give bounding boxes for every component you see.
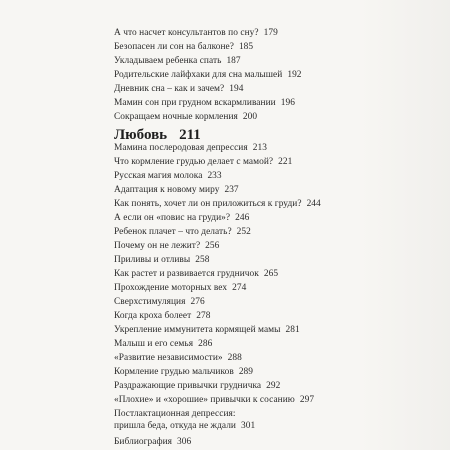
toc-entry <box>114 143 267 154</box>
toc-entry-page: 200 <box>242 112 258 122</box>
toc-entry-title: Безопасен ли сон на балконе? <box>114 42 234 52</box>
toc-entry-title: Мамина послеродовая депрессия <box>114 143 248 153</box>
toc-entry-page: 185 <box>238 42 254 52</box>
toc-entry-page: 237 <box>224 185 239 195</box>
toc-entry <box>114 311 210 322</box>
section-title: Любовь <box>114 127 168 143</box>
toc-entry <box>114 325 300 336</box>
toc-entry-page: 292 <box>266 381 281 391</box>
toc-entry-title: Родительские лайфхаки для сна малышей <box>114 70 283 80</box>
toc-entry-title: Адаптация к новому миру <box>114 185 220 195</box>
toc-entry-page: 221 <box>278 157 293 167</box>
toc-entry <box>114 213 249 224</box>
toc-entry-page: 179 <box>263 28 278 38</box>
toc-entry <box>114 84 243 95</box>
toc-entry-page: 256 <box>205 241 220 251</box>
toc-entry <box>114 339 212 350</box>
toc-entry <box>114 297 205 308</box>
toc-entry-page: 278 <box>196 311 211 321</box>
toc-entry-page: 252 <box>236 227 251 237</box>
toc-entry-title: Сверхстимуляция <box>114 297 186 307</box>
toc-entry <box>114 409 236 420</box>
toc-entry-title: Укладываем ребенка спать <box>114 56 222 66</box>
toc-entry-title: Кормление грудью мальчиков <box>114 367 234 377</box>
section-page: 211 <box>179 127 201 143</box>
bibliography-page: 306 <box>177 437 192 447</box>
toc-entry <box>114 199 321 210</box>
toc-entry-title: Что кормление грудью делает с мамой? <box>114 157 274 167</box>
toc-entry-page: 196 <box>280 98 295 108</box>
toc-entry-page: 288 <box>227 353 242 363</box>
toc-entry-title: Постлактационная депрессия: <box>114 409 236 419</box>
toc-entry <box>114 42 253 53</box>
toc-entry <box>114 112 257 123</box>
toc-entry <box>114 98 295 109</box>
toc-entry-page: 265 <box>263 269 279 279</box>
toc-entry <box>114 171 222 182</box>
toc-entry-title: Почему он не лежит? <box>114 241 201 251</box>
toc-entry <box>114 283 246 294</box>
toc-entry-title: Малыш и его семья <box>114 339 194 349</box>
toc-entry <box>114 28 278 39</box>
toc-entry <box>114 367 253 378</box>
toc-entry-page: 276 <box>190 297 205 307</box>
toc-entry-title: Приливы и отливы <box>114 255 191 265</box>
toc-entry <box>114 381 280 392</box>
toc-entry-title: Ребенок плачет – что делать? <box>114 227 232 237</box>
bibliography-title: Библиография <box>114 437 173 447</box>
toc-entry-page: 246 <box>235 213 250 223</box>
toc-entry-title: пришла беда, откуда не ждали <box>114 421 236 431</box>
toc-entry-continuation <box>114 421 255 432</box>
toc-entry <box>114 227 251 238</box>
toc-entry-title: А что насчет консультантов по сну? <box>114 28 259 38</box>
toc-entry <box>114 157 292 168</box>
toc-entry-page: 192 <box>287 70 302 80</box>
toc-entry-title: Как растет и развивается грудничок <box>114 269 259 279</box>
toc-entry-title: Как понять, хочет ли он приложиться к груди? <box>114 199 302 209</box>
toc-entry-title: Укрепление иммунитета кормящей мамы <box>114 325 281 335</box>
toc-entry <box>114 241 219 252</box>
toc-entry-title: Когда кроха болеет <box>114 311 192 321</box>
toc-entry-title: Мамин сон при грудном вскармливании <box>114 98 276 108</box>
toc-entry <box>114 56 241 67</box>
toc-entry-title: Сокращаем ночные кормления <box>114 112 238 122</box>
toc-entry-page: 289 <box>238 367 254 377</box>
toc-entry <box>114 185 239 196</box>
toc-entry-title: «Развитие независимости» <box>114 353 223 363</box>
bibliography-entry <box>114 437 191 448</box>
toc-entry-page: 187 <box>226 56 241 66</box>
section-heading <box>114 127 201 143</box>
toc-entry-page: 258 <box>195 255 210 265</box>
toc-entry-title: Раздражающие привычки грудничка <box>114 381 262 391</box>
toc-entry-page: 244 <box>306 199 321 209</box>
toc-entry <box>114 353 242 364</box>
toc-entry-page: 233 <box>207 171 222 181</box>
toc-entry-page: 286 <box>198 339 213 349</box>
toc-entry-page: 297 <box>299 395 315 405</box>
toc-entry <box>114 269 278 280</box>
toc-entry-title: Прохождение моторных вех <box>114 283 228 293</box>
toc-entry-page: 274 <box>232 283 247 293</box>
toc-entry-title: Русская магия молока <box>114 171 203 181</box>
toc-entry <box>114 255 209 266</box>
toc-entry-title: Дневник сна – как и зачем? <box>114 84 225 94</box>
toc-entry <box>114 70 302 81</box>
toc-entry-page: 213 <box>252 143 267 153</box>
toc-entry <box>114 395 314 406</box>
toc-entry-page: 281 <box>285 325 300 335</box>
toc-entry-page: 194 <box>229 84 244 94</box>
toc-entry-title: А если он «повис на груди»? <box>114 213 231 223</box>
toc-entry-page: 301 <box>241 421 256 431</box>
toc-entry-title: «Плохие» и «хорошие» привычки к сосанию <box>114 395 295 405</box>
